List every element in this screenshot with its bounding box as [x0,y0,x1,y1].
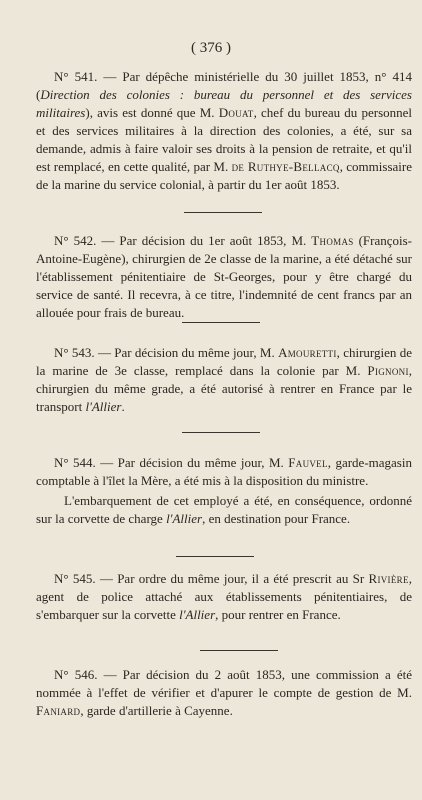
text-run: Pignoni [367,363,409,378]
entry-continuation [36,492,412,528]
text-run: l'Allier [166,511,203,526]
entry-number: N° 543. [54,345,95,360]
entry-number: N° 544. [54,455,96,470]
text-run: — Par décision du 1er août 1853, M. [96,233,312,248]
separator-rule [184,212,262,213]
entry-545 [36,570,412,624]
separator-rule [200,650,278,651]
entry-544 [36,454,412,528]
entry-543 [36,344,412,416]
text-run: Direction des colonies : bureau du personnel et des services militaires [36,87,412,120]
entry-paragraph [36,232,412,322]
entry-542 [36,232,412,322]
text-run: L'embarquement de cet employé a été, en conséquence, ordonné sur la corvette de charge [36,493,412,526]
entry-541 [36,68,412,194]
text-run: , garde d'artillerie à Cayenne. [80,703,233,718]
text-run: , chirurgien de la marine de 3e classe, remplacé dans la colonie par M. [36,345,412,378]
text-run: , garde-magasin comptable à l'îlet la Mère, a été mis à la disposition du ministre. [36,455,412,488]
text-run: , pour rentrer en France. [215,607,341,622]
entry-paragraph [36,570,412,624]
separator-rule [176,556,254,557]
entry-text [36,69,412,192]
text-run: (François-Antoine-Eugène), chirurgien de 2e classe de la marine, a été détaché sur l'établissement pénitentiaire de St-Georges, pour y être chargé du service de santé. Il recevra, à ce titre, l'indemnité de cent francs par an allouée pour frais de bureau. [36,233,412,320]
text-run: , commissaire de la marine du service colonial, à partir du 1er août 1853. [36,159,412,192]
text-run: , chirurgien du même grade, a été autorisé à rentrer en France par le transport [36,363,412,414]
text-run: — Par décision du même jour, M. [94,345,279,360]
text-run: , chef du bureau du personnel et des services militaires à la direction des colonies, a été, sur sa demande, admis à faire valoir ses droits à la pension de retraite, et qu'il est remplacé, en cette qualité, par M. [36,105,413,174]
text-run: l'Allier [85,399,122,414]
entry-paragraph [36,454,412,490]
entry-paragraph [36,344,412,416]
text-run: ), avis est donné que M. [85,105,219,120]
text-run: . [121,399,125,414]
entry-number: N° 546. [54,667,98,682]
text-run: — Par décision du même jour, M. [95,455,289,470]
entry-number: N° 541. [54,69,98,84]
entry-number: N° 545. [54,571,96,586]
text-run: — Par décision du 2 août 1853, une commission a été nommée à l'effet de vérifier et d'apurer le compte de gestion de M. [36,667,412,700]
text-run: — Par ordre du même jour, il a été prescrit au Sr [95,571,369,586]
separator-rule [182,322,260,323]
entry-546 [36,666,412,720]
text-run: Amouretti [278,345,337,360]
text-run: — Par dépêche ministérielle du 30 juillet 1853, n° 414 ( [36,69,412,102]
text-run: l'Allier [179,607,216,622]
entry-paragraph [36,666,412,720]
text-run: Thomas [311,233,354,248]
text-run: , agent de police attaché aux établissements pénitentiaires, de s'embarquer sur la corvette [36,571,412,622]
entry-paragraph [36,68,412,194]
text-run: Douat [218,105,254,120]
separator-rule [182,432,260,433]
page-number: ( 376 ) [191,40,231,56]
text-run: de Ruthye-Bellacq [231,159,340,174]
entry-number: N° 542. [54,233,97,248]
text-run: Faniard [36,703,81,718]
text-run: Rivière [368,571,409,586]
text-run: Fauvel [288,455,328,470]
text-run: , en destination pour France. [202,511,351,526]
